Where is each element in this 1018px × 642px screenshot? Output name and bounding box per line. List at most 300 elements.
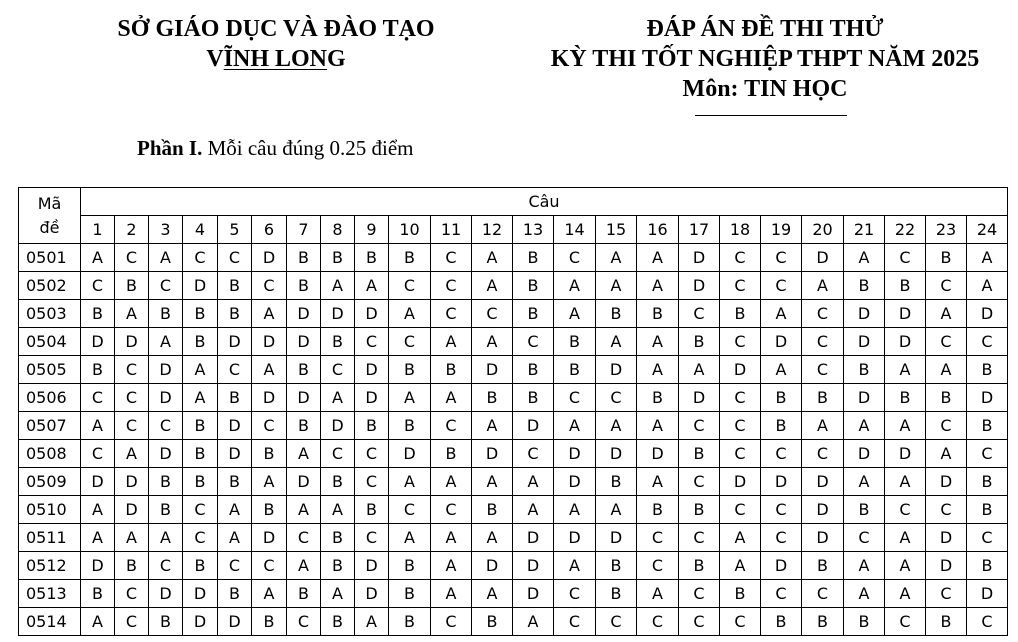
answer-cell: D: [761, 468, 802, 496]
answer-cell: B: [844, 608, 885, 636]
exam-code: 0503: [19, 300, 81, 328]
answer-cell: D: [115, 496, 149, 524]
answer-cell: A: [554, 272, 596, 300]
answer-cell: C: [761, 496, 802, 524]
question-number: 14: [554, 216, 596, 244]
answer-cell: B: [637, 496, 679, 524]
answer-cell: C: [720, 244, 761, 272]
exam-code-header: [19, 188, 81, 244]
answer-cell: D: [115, 468, 149, 496]
answer-cell: C: [81, 272, 115, 300]
answer-cell: B: [513, 272, 554, 300]
answer-cell: D: [355, 384, 389, 412]
answer-cell: C: [355, 524, 389, 552]
answer-cell: A: [844, 244, 885, 272]
answer-cell: D: [252, 244, 287, 272]
answer-cell: C: [844, 524, 885, 552]
answer-cell: A: [389, 384, 431, 412]
answer-cell: A: [637, 468, 679, 496]
answer-cell: D: [287, 384, 321, 412]
answer-cell: C: [926, 328, 967, 356]
exam-code: 0511: [19, 524, 81, 552]
answer-cell: A: [287, 552, 321, 580]
answer-cell: B: [596, 580, 637, 608]
answer-cell: B: [252, 440, 287, 468]
answer-cell: B: [355, 496, 389, 524]
exam-code: 0507: [19, 412, 81, 440]
answer-cell: A: [321, 580, 355, 608]
answer-cell: D: [554, 440, 596, 468]
answer-cell: C: [355, 440, 389, 468]
answer-cell: D: [679, 244, 720, 272]
answer-cell: C: [554, 608, 596, 636]
header-rule: [695, 115, 847, 116]
answer-rows: [19, 244, 1008, 636]
answer-cell: B: [183, 440, 218, 468]
answer-cell: A: [431, 552, 472, 580]
answer-cell: C: [720, 440, 761, 468]
answer-cell: A: [218, 496, 252, 524]
answer-cell: A: [431, 468, 472, 496]
answer-cell: C: [218, 552, 252, 580]
answer-cell: C: [679, 580, 720, 608]
answer-cell: B: [149, 608, 183, 636]
answer-cell: A: [252, 468, 287, 496]
answer-cell: B: [252, 608, 287, 636]
answer-cell: A: [472, 468, 513, 496]
table-row: [19, 300, 1008, 328]
answer-cell: C: [802, 300, 844, 328]
answer-cell: A: [355, 608, 389, 636]
answer-cell: D: [554, 524, 596, 552]
answer-cell: A: [761, 356, 802, 384]
answer-cell: C: [431, 300, 472, 328]
answer-cell: D: [554, 468, 596, 496]
answer-cell: A: [554, 412, 596, 440]
answer-cell: D: [967, 384, 1008, 412]
question-number: 6: [252, 216, 287, 244]
answer-cell: B: [802, 608, 844, 636]
exam-name: KỲ THI TỐT NGHIỆP THPT NĂM 2025: [550, 46, 980, 72]
answer-cell: A: [81, 608, 115, 636]
answer-cell: A: [637, 580, 679, 608]
answer-cell: B: [761, 608, 802, 636]
answer-cell: B: [513, 384, 554, 412]
answer-cell: B: [844, 272, 885, 300]
answer-cell: D: [679, 384, 720, 412]
table-row: [19, 356, 1008, 384]
answer-cell: D: [596, 440, 637, 468]
answer-cell: B: [554, 328, 596, 356]
exam-code-header-line1: Mã: [37, 193, 62, 213]
answer-cell: D: [596, 356, 637, 384]
answer-cell: A: [81, 244, 115, 272]
answer-cell: A: [885, 412, 926, 440]
question-number: 16: [637, 216, 679, 244]
answer-cell: D: [252, 328, 287, 356]
answer-cell: D: [513, 524, 554, 552]
answer-cell: B: [183, 328, 218, 356]
answer-cell: B: [149, 496, 183, 524]
answer-cell: C: [81, 440, 115, 468]
exam-code: 0509: [19, 468, 81, 496]
answer-cell: D: [926, 524, 967, 552]
exam-code: 0513: [19, 580, 81, 608]
answer-cell: B: [81, 580, 115, 608]
question-number: 5: [218, 216, 252, 244]
answer-cell: A: [321, 384, 355, 412]
answer-cell: B: [679, 440, 720, 468]
answer-cell: D: [967, 580, 1008, 608]
answer-cell: B: [472, 496, 513, 524]
answer-cell: B: [321, 608, 355, 636]
answer-cell: A: [637, 356, 679, 384]
answer-cell: A: [513, 496, 554, 524]
answer-cell: B: [926, 244, 967, 272]
answer-cell: D: [81, 328, 115, 356]
answer-cell: C: [885, 608, 926, 636]
answer-cell: B: [472, 608, 513, 636]
answer-cell: A: [252, 580, 287, 608]
answer-cell: A: [596, 272, 637, 300]
answer-cell: A: [679, 356, 720, 384]
answer-cell: B: [967, 468, 1008, 496]
answer-cell: B: [321, 468, 355, 496]
answer-cell: B: [967, 412, 1008, 440]
answer-cell: A: [844, 412, 885, 440]
answer-cell: D: [720, 356, 761, 384]
answer-cell: C: [761, 440, 802, 468]
answer-cell: B: [218, 272, 252, 300]
answer-cell: C: [389, 328, 431, 356]
answer-cell: C: [885, 244, 926, 272]
answer-cell: B: [967, 356, 1008, 384]
answer-cell: B: [844, 356, 885, 384]
answer-cell: C: [355, 328, 389, 356]
answer-cell: D: [252, 384, 287, 412]
answer-cell: A: [513, 468, 554, 496]
answer-cell: C: [115, 244, 149, 272]
answer-cell: D: [183, 608, 218, 636]
answer-cell: C: [252, 272, 287, 300]
answer-cell: D: [513, 412, 554, 440]
exam-code: 0501: [19, 244, 81, 272]
answer-cell: C: [321, 440, 355, 468]
answer-cell: A: [252, 356, 287, 384]
province-name-part1: V: [206, 46, 224, 72]
answer-cell: B: [967, 552, 1008, 580]
answer-cell: A: [431, 384, 472, 412]
answer-cell: D: [149, 580, 183, 608]
answer-cell: D: [355, 552, 389, 580]
answer-cell: C: [967, 440, 1008, 468]
answer-cell: C: [81, 384, 115, 412]
answer-cell: C: [115, 384, 149, 412]
answer-cell: C: [115, 608, 149, 636]
answer-cell: D: [321, 300, 355, 328]
answer-cell: A: [81, 496, 115, 524]
answer-cell: B: [926, 384, 967, 412]
answer-cell: C: [679, 608, 720, 636]
answer-cell: D: [513, 552, 554, 580]
question-number: 21: [844, 216, 885, 244]
answer-cell: B: [802, 552, 844, 580]
answer-cell: C: [926, 496, 967, 524]
answer-cell: C: [355, 468, 389, 496]
question-number: 8: [321, 216, 355, 244]
answer-cell: C: [967, 328, 1008, 356]
answer-cell: A: [885, 580, 926, 608]
answer-cell: B: [321, 524, 355, 552]
answer-cell: D: [844, 440, 885, 468]
answer-cell: A: [720, 552, 761, 580]
answer-cell: A: [149, 328, 183, 356]
answer-cell: B: [183, 552, 218, 580]
answer-cell: D: [679, 272, 720, 300]
answer-cell: B: [287, 244, 321, 272]
answer-cell: A: [596, 496, 637, 524]
answer-cell: C: [218, 244, 252, 272]
answer-cell: D: [513, 580, 554, 608]
question-number: 2: [115, 216, 149, 244]
answer-cell: C: [802, 356, 844, 384]
answer-cell: C: [149, 552, 183, 580]
answer-cell: B: [513, 356, 554, 384]
answer-cell: D: [183, 580, 218, 608]
answer-cell: D: [355, 580, 389, 608]
answer-cell: A: [115, 524, 149, 552]
answer-cell: C: [389, 272, 431, 300]
question-number-row: [19, 216, 1008, 244]
answer-cell: D: [472, 356, 513, 384]
answer-cell: D: [802, 496, 844, 524]
answer-cell: C: [183, 524, 218, 552]
answer-cell: C: [761, 272, 802, 300]
answer-cell: C: [431, 496, 472, 524]
answer-cell: B: [513, 244, 554, 272]
answer-cell: D: [218, 412, 252, 440]
answer-cell: B: [389, 580, 431, 608]
question-number: 24: [967, 216, 1008, 244]
answer-cell: C: [513, 440, 554, 468]
answer-cell: A: [885, 524, 926, 552]
answer-cell: A: [967, 272, 1008, 300]
answer-cell: C: [637, 524, 679, 552]
answer-cell: C: [967, 524, 1008, 552]
answer-cell: C: [149, 272, 183, 300]
answer-cell: B: [926, 608, 967, 636]
answer-cell: A: [472, 244, 513, 272]
answer-cell: D: [81, 552, 115, 580]
answer-cell: A: [720, 524, 761, 552]
answer-cell: A: [926, 356, 967, 384]
answer-cell: D: [472, 440, 513, 468]
answer-cell: A: [885, 468, 926, 496]
answer-cell: D: [885, 440, 926, 468]
answer-cell: B: [81, 356, 115, 384]
answer-cell: B: [183, 412, 218, 440]
exam-code: 0514: [19, 608, 81, 636]
answer-cell: B: [355, 412, 389, 440]
answer-cell: C: [149, 412, 183, 440]
answer-cell: D: [355, 300, 389, 328]
answer-cell: A: [926, 440, 967, 468]
answer-cell: A: [431, 328, 472, 356]
answer-cell: A: [637, 412, 679, 440]
table-row: [19, 496, 1008, 524]
answer-cell: D: [761, 552, 802, 580]
answer-cell: B: [355, 244, 389, 272]
exam-code: 0510: [19, 496, 81, 524]
answer-cell: C: [926, 412, 967, 440]
answer-cell: D: [761, 328, 802, 356]
answer-cell: B: [321, 244, 355, 272]
answer-cell: C: [431, 272, 472, 300]
answer-cell: C: [389, 496, 431, 524]
subject-name: Môn: TIN HỌC: [682, 76, 848, 102]
answer-cell: A: [149, 244, 183, 272]
answer-cell: C: [596, 608, 637, 636]
answer-cell: D: [844, 384, 885, 412]
answer-cell: B: [513, 300, 554, 328]
answer-cell: B: [761, 412, 802, 440]
answer-cell: A: [637, 272, 679, 300]
exam-code: 0508: [19, 440, 81, 468]
answer-cell: C: [679, 300, 720, 328]
answer-cell: D: [218, 440, 252, 468]
question-number: 7: [287, 216, 321, 244]
answer-cell: A: [115, 440, 149, 468]
answer-cell: A: [926, 300, 967, 328]
answer-cell: A: [844, 580, 885, 608]
answer-cell: B: [149, 468, 183, 496]
table-row: [19, 412, 1008, 440]
answer-cell: B: [389, 608, 431, 636]
answer-cell: B: [720, 300, 761, 328]
question-number: 9: [355, 216, 389, 244]
answer-cell: D: [149, 356, 183, 384]
department-name: SỞ GIÁO DỤC VÀ ĐÀO TẠO: [117, 16, 435, 42]
answer-cell: A: [967, 244, 1008, 272]
answer-cell: B: [218, 580, 252, 608]
question-number: 20: [802, 216, 844, 244]
table-row: [19, 384, 1008, 412]
question-number: 22: [885, 216, 926, 244]
answer-cell: C: [431, 412, 472, 440]
answer-cell: B: [761, 384, 802, 412]
answer-cell: C: [472, 300, 513, 328]
answer-cell: D: [218, 328, 252, 356]
table-row: [19, 328, 1008, 356]
answer-cell: D: [926, 468, 967, 496]
table-row: [19, 272, 1008, 300]
answer-cell: A: [802, 272, 844, 300]
province-name-underlined: ĨNH LON: [223, 46, 328, 72]
answer-cell: A: [183, 356, 218, 384]
answer-cell: A: [802, 412, 844, 440]
answer-cell: A: [389, 300, 431, 328]
answer-cell: C: [720, 608, 761, 636]
question-number: 18: [720, 216, 761, 244]
answer-cell: C: [802, 328, 844, 356]
answer-cell: A: [81, 524, 115, 552]
answer-cell: D: [472, 552, 513, 580]
answer-cell: A: [287, 496, 321, 524]
answer-cell: C: [679, 524, 720, 552]
answer-cell: A: [218, 524, 252, 552]
answer-cell: D: [183, 272, 218, 300]
answer-cell: C: [321, 356, 355, 384]
answer-cell: C: [183, 496, 218, 524]
answer-cell: A: [355, 272, 389, 300]
answer-cell: B: [115, 272, 149, 300]
answer-cell: C: [926, 272, 967, 300]
answer-cell: B: [389, 244, 431, 272]
answer-cell: A: [472, 580, 513, 608]
answer-cell: C: [720, 272, 761, 300]
answer-cell: C: [115, 356, 149, 384]
answer-cell: A: [287, 440, 321, 468]
answer-cell: B: [679, 552, 720, 580]
answer-cell: C: [637, 552, 679, 580]
answer-cell: C: [679, 412, 720, 440]
answer-cell: C: [720, 384, 761, 412]
answer-cell: D: [802, 468, 844, 496]
answer-cell: D: [967, 300, 1008, 328]
table-row: [19, 440, 1008, 468]
answer-cell: B: [218, 384, 252, 412]
exam-code: 0512: [19, 552, 81, 580]
answer-cell: D: [81, 468, 115, 496]
answer-cell: A: [513, 608, 554, 636]
answer-key-table: [18, 187, 1008, 636]
answer-cell: B: [844, 496, 885, 524]
school-header: [80, 14, 472, 74]
answer-cell: B: [472, 384, 513, 412]
question-number: 10: [389, 216, 431, 244]
answer-cell: B: [885, 272, 926, 300]
answer-cell: D: [287, 328, 321, 356]
answer-cell: C: [183, 244, 218, 272]
answer-cell: C: [252, 412, 287, 440]
answer-key-title: ĐÁP ÁN ĐỀ THI THỬ: [646, 16, 884, 42]
answer-cell: A: [885, 552, 926, 580]
answer-cell: A: [389, 468, 431, 496]
answer-cell: D: [720, 468, 761, 496]
question-number: 12: [472, 216, 513, 244]
answer-cell: C: [554, 384, 596, 412]
answer-cell: B: [252, 496, 287, 524]
answer-cell: D: [389, 440, 431, 468]
answer-cell: D: [287, 300, 321, 328]
answer-cell: A: [472, 328, 513, 356]
answer-cell: B: [287, 272, 321, 300]
answer-cell: B: [596, 552, 637, 580]
answer-cell: A: [596, 244, 637, 272]
answer-cell: C: [637, 608, 679, 636]
answer-cell: C: [720, 328, 761, 356]
question-number: 11: [431, 216, 472, 244]
answer-cell: A: [844, 468, 885, 496]
answer-cell: A: [472, 272, 513, 300]
table-row: [19, 524, 1008, 552]
answer-cell: A: [761, 300, 802, 328]
answer-cell: D: [287, 468, 321, 496]
answer-cell: A: [115, 300, 149, 328]
answer-cell: B: [637, 300, 679, 328]
answer-cell: A: [431, 524, 472, 552]
exam-code: 0504: [19, 328, 81, 356]
